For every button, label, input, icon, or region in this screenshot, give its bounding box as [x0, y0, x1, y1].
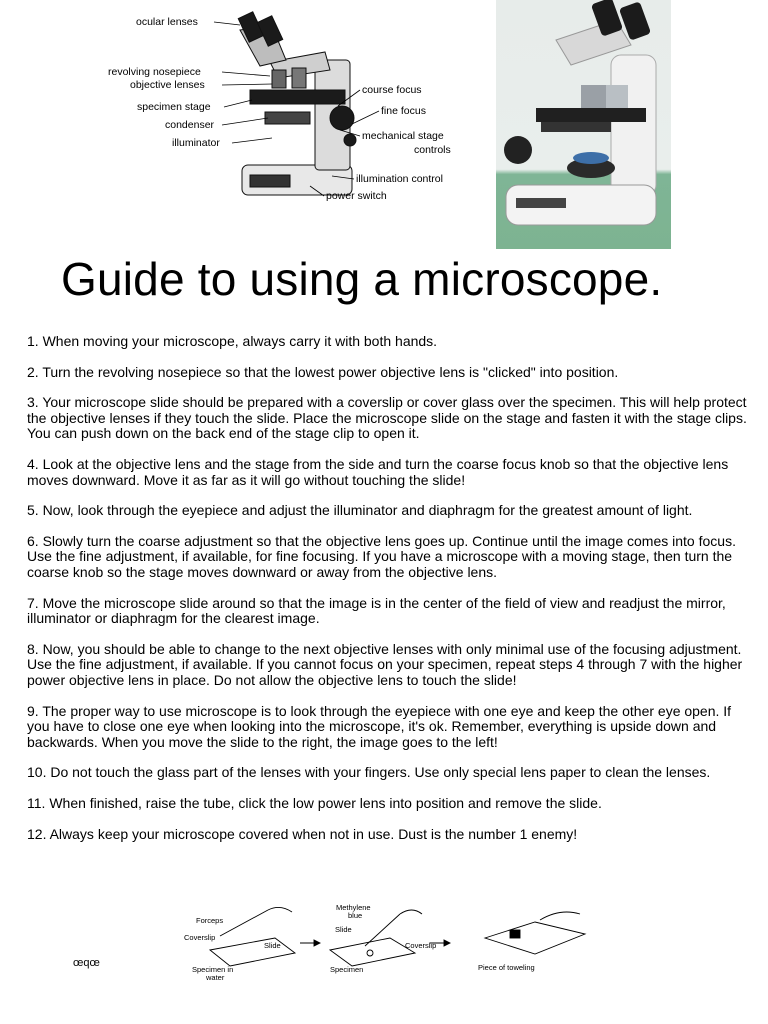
label-mechanical-stage: mechanical stage [362, 130, 444, 142]
instruction-step: 7. Move the microscope slide around so that the image is in the center of the field of view and readjust the mirror, illuminator or diaphragm for the clearest image. [27, 594, 726, 627]
microscope-labeled-diagram [100, 0, 480, 210]
instruction-step: 3. Your microscope slide should be prepared with a coverslip or cover glass over the specimen. This will help protect the objective lenses if they touch the slide. Place the microscope slide on the stage and fasten it with the stage clips. You can push down on the back end of the stage clip to open it. [27, 394, 747, 442]
instruction-step: 8. Now, you should be able to change to the next objective lenses with only minimal use of the focusing adjustment. Use the fine adjustment, if available. If you cannot focus on your specimen, repeat steps 4 through 7 with the higher power objective lens in place. Do not allow the objective lens to touch the slide! [27, 640, 743, 688]
instruction-list [27, 334, 752, 857]
instruction-step: 9. The proper way to use microscope is to look through the eyepiece with one eye and keep the other eye open. If you have to close one eye when looking into the microscope, it's ok. Remember, everything is upside down and backwards. When you move the slide to the right, the image goes to the left! [27, 702, 732, 750]
page-title: Guide to using a microscope. [61, 253, 663, 305]
label-coverslip: Coverslip [184, 933, 216, 942]
label-course-focus: course focus [362, 84, 422, 96]
instruction-step: 12. Always keep your microscope covered when not in use. Dust is the number 1 enemy! [27, 825, 578, 842]
label-fine-focus: fine focus [381, 105, 426, 117]
label-blue: blue [348, 911, 363, 920]
footer-code: œqœ [73, 957, 100, 969]
label-specimen: Specimen [330, 965, 364, 974]
label-water: water [206, 973, 225, 982]
label-ocular-lenses: ocular lenses [136, 16, 198, 28]
label-slide-2: Slide [335, 925, 352, 934]
label-power-switch: power switch [326, 190, 387, 202]
slide-prep-drawing [210, 907, 585, 966]
label-illumination-control: illumination control [356, 173, 443, 185]
label-objective-lenses: objective lenses [130, 79, 205, 91]
microscope-photo-drawing [496, 0, 671, 249]
slide-preparation-diagram [180, 898, 600, 988]
instruction-step: 2. Turn the revolving nosepiece so that the lowest power objective lens is "clicked" into position. [27, 363, 619, 380]
instruction-step: 6. Slowly turn the coarse adjustment so that the objective lens goes up. Continue until the image comes into focus. Use the fine adjustment, if available, for fine focusing. If you have a microscope with a moving stage, then turn the coarse knob so the stage moves downward or away from the objective lens. [27, 532, 736, 580]
instruction-step: 4. Look at the objective lens and the stage from the side and turn the coarse focus knob so that the objective lens moves downward. Move it as far as it will go without touching the slide! [27, 456, 729, 488]
instruction-step: 5. Now, look through the eyepiece and adjust the illuminator and diaphragm for the greatest amount of light. [27, 502, 693, 519]
label-piece-of-toweling: Piece of toweling [478, 963, 535, 972]
label-revolving-nosepiece: revolving nosepiece [108, 66, 201, 78]
label-methylene: Methylene [336, 903, 371, 912]
label-forceps: Forceps [196, 916, 224, 925]
label-specimen-stage: specimen stage [137, 101, 211, 113]
instruction-step: 11. When finished, raise the tube, click the low power lens into position and remove the slide. [27, 794, 602, 811]
microscope-drawing [238, 12, 356, 195]
label-specimen-in-water: Specimen in [192, 965, 234, 974]
label-controls: controls [414, 144, 451, 156]
microscope-photo [496, 0, 671, 249]
label-coverslip-2: Coverslip [405, 941, 437, 950]
label-slide: Slide [264, 941, 281, 950]
instruction-step: 10. Do not touch the glass part of the lenses with your fingers. Use only special lens paper to clean the lenses. [27, 764, 711, 781]
instruction-step: 1. When moving your microscope, always carry it with both hands. [27, 333, 438, 349]
label-illuminator: illuminator [172, 137, 220, 149]
label-condenser: condenser [165, 119, 215, 131]
